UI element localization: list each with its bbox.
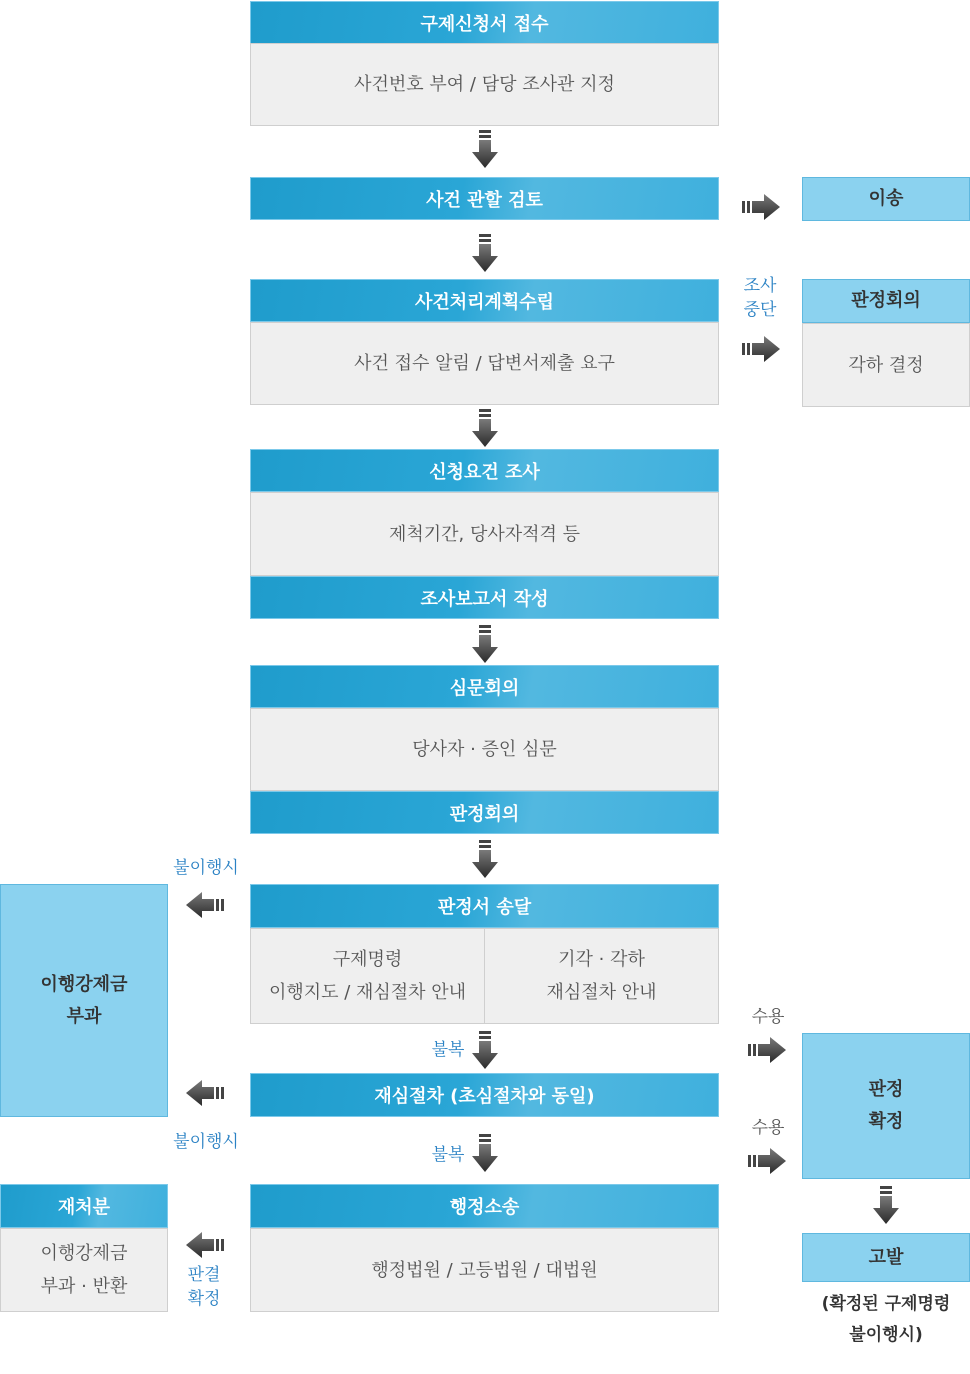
- right-arrow-icon: [742, 336, 780, 362]
- final-label: [174, 1263, 234, 1311]
- final-judgment-line1: 판정: [868, 1079, 904, 1100]
- fine-box: [0, 884, 168, 1117]
- receipt-title: 구제신청서 접수: [250, 1, 719, 44]
- left-arrow-icon: [186, 892, 224, 918]
- stop-label-line1: 조사: [743, 276, 777, 296]
- fine-line2: 부과: [66, 1005, 102, 1027]
- review-title: 재심절차 (초심절차와 동일): [250, 1073, 719, 1117]
- stop-label: [730, 274, 790, 322]
- judgment-meeting-title: 판정회의: [802, 279, 970, 323]
- right-arrow-icon: [742, 194, 780, 220]
- report-title: 조사보고서 작성: [250, 576, 719, 619]
- down-arrow-icon: [472, 625, 498, 663]
- plan-title: 사건처리계획수립: [250, 279, 719, 322]
- reprocess-line1: 이행강제금: [40, 1243, 128, 1264]
- down-arrow-icon: [472, 1031, 498, 1069]
- accept-label-2: 수용: [751, 1118, 785, 1138]
- hearing-title: 심문회의: [250, 665, 719, 708]
- stop-label-line2: 중단: [743, 300, 777, 320]
- delivery-left: [250, 928, 485, 1024]
- reprocess-body: [0, 1228, 168, 1312]
- jurisdiction-title: 사건 관할 검토: [250, 177, 719, 220]
- objection-label-2: 불복: [431, 1145, 465, 1165]
- requirements-title: 신청요건 조사: [250, 449, 719, 492]
- objection-label-1: 불복: [431, 1040, 465, 1060]
- right-arrow-icon: [748, 1148, 786, 1174]
- reprocess-line2: 부과 · 반환: [40, 1276, 128, 1297]
- delivery-right: [484, 928, 719, 1024]
- final-judgment-box: [802, 1033, 970, 1179]
- right-arrow-icon: [748, 1037, 786, 1063]
- judgment-meeting-body: 각하 결정: [802, 323, 970, 407]
- down-arrow-icon: [873, 1186, 899, 1224]
- plan-body: 사건 접수 알림 / 답변서제출 요구: [250, 322, 719, 405]
- transfer-box: 이송: [802, 177, 970, 221]
- decision-meeting-title: 판정회의: [250, 791, 719, 834]
- delivery-left-line1: 구제명령: [332, 949, 403, 970]
- left-arrow-icon: [186, 1080, 224, 1106]
- down-arrow-icon: [472, 840, 498, 878]
- noncompliance-label-2: 불이행시: [173, 1132, 239, 1152]
- delivery-right-line1: 기각 · 각하: [558, 949, 645, 970]
- left-arrow-icon: [186, 1232, 224, 1258]
- final-label-line2: 확정: [187, 1289, 221, 1309]
- accusation-note: [802, 1289, 970, 1351]
- down-arrow-icon: [472, 234, 498, 272]
- litigation-title: 행정소송: [250, 1184, 719, 1228]
- down-arrow-icon: [472, 1134, 498, 1172]
- down-arrow-icon: [472, 409, 498, 447]
- accusation-note-line2: 불이행시): [849, 1325, 923, 1345]
- hearing-body: 당사자 · 증인 심문: [250, 708, 719, 791]
- reprocess-title: 재처분: [0, 1184, 168, 1228]
- fine-line1: 이행강제금: [40, 973, 128, 995]
- requirements-body: 제척기간, 당사자적격 등: [250, 492, 719, 576]
- final-judgment-line2: 확정: [868, 1111, 904, 1132]
- delivery-right-line2: 재심절차 안내: [546, 982, 657, 1003]
- accusation-note-line1: (확정된 구제명령: [821, 1294, 951, 1314]
- litigation-body: 행정법원 / 고등법원 / 대법원: [250, 1228, 719, 1312]
- delivery-title: 판정서 송달: [250, 884, 719, 928]
- accusation-box: 고발: [802, 1233, 970, 1282]
- final-label-line1: 판결: [187, 1265, 221, 1285]
- delivery-left-line2: 이행지도 / 재심절차 안내: [268, 982, 467, 1003]
- accept-label-1: 수용: [751, 1007, 785, 1027]
- down-arrow-icon: [472, 130, 498, 168]
- noncompliance-label-1: 불이행시: [173, 858, 239, 878]
- receipt-body: 사건번호 부여 / 담당 조사관 지정: [250, 43, 719, 126]
